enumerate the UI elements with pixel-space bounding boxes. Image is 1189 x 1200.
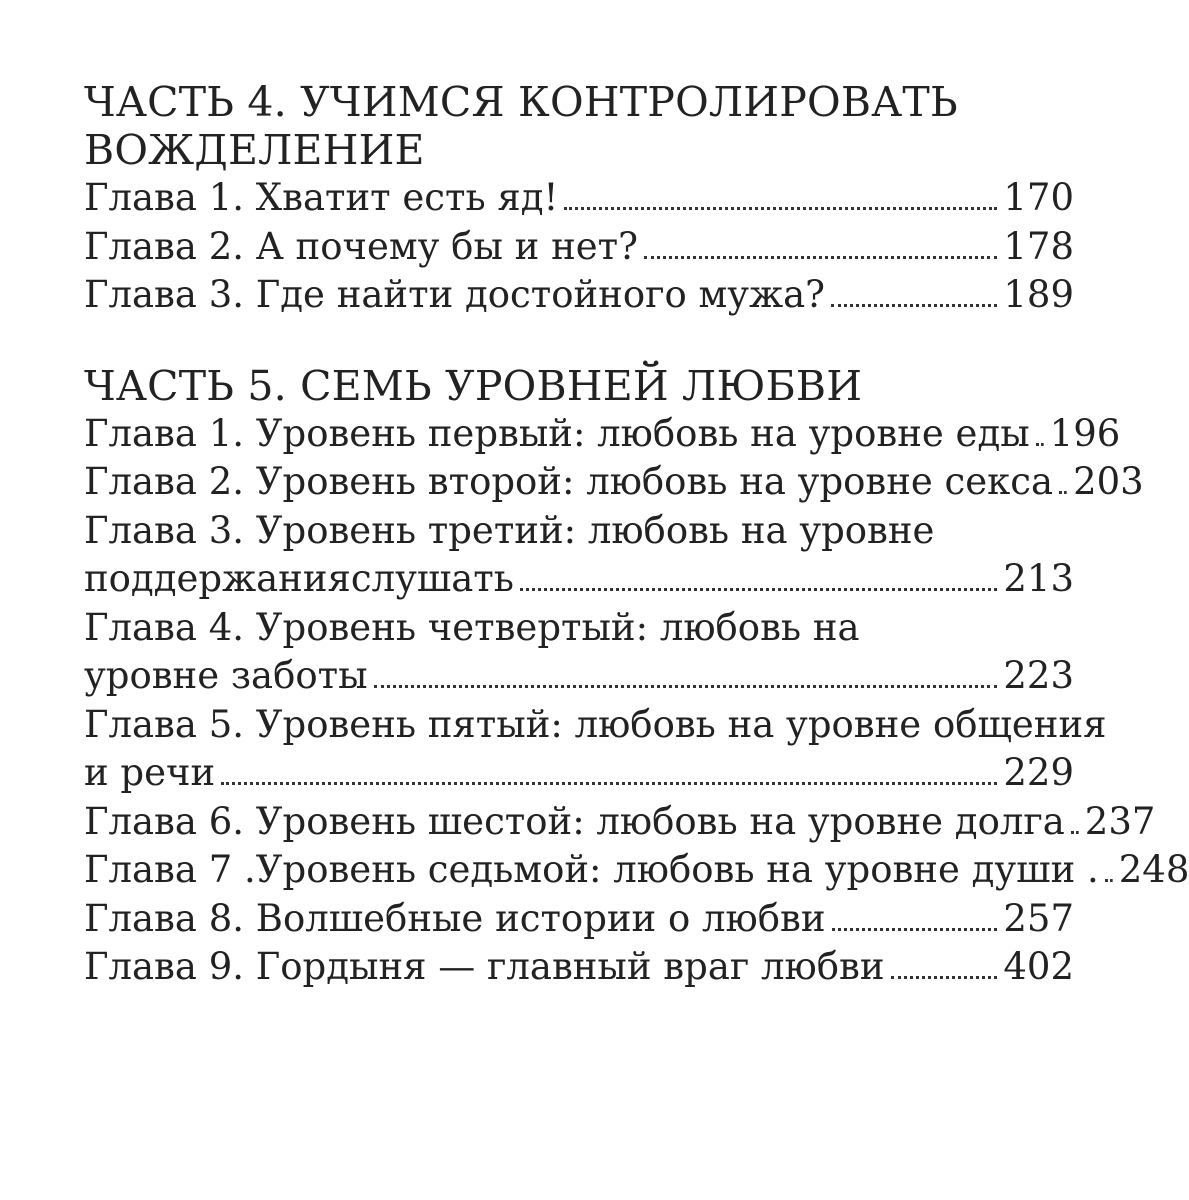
toc-entry[interactable] (84, 271, 1074, 320)
dot-leader (832, 928, 998, 931)
table-of-contents (84, 78, 1189, 992)
entry-title: Глава 6. Уровень шестой: любовь на уровне долга (84, 799, 1065, 843)
toc-entry[interactable] (84, 410, 1121, 459)
entry-page-number: 229 (1003, 751, 1074, 794)
entry-page-number: 178 (1003, 224, 1074, 268)
entry-title: Глава 2. А почему бы и нет? (84, 224, 638, 268)
dot-leader (891, 976, 998, 979)
entry-page-number: 170 (1003, 176, 1074, 219)
toc-entry[interactable] (84, 604, 1074, 701)
toc-entry[interactable] (84, 895, 1074, 944)
dot-leader (1059, 491, 1067, 494)
entry-title-line-2: уровне заботы (84, 654, 368, 697)
entry-page-number: 213 (1003, 557, 1074, 600)
toc-entry[interactable] (84, 798, 1156, 847)
part-5-title (84, 362, 1074, 410)
toc-entry[interactable] (84, 943, 1074, 992)
entry-title: Глава 8. Волшебные истории о любви (84, 896, 826, 940)
entry-title: Глава 9. Гордыня — главный враг любви (84, 945, 885, 988)
dot-leader (1036, 443, 1044, 446)
part-4-title (84, 78, 1074, 174)
part-4-section (84, 78, 1074, 320)
part-4-title-line-1: ЧАСТЬ 4. УЧИМСЯ КОНТРОЛИРОВАТЬ (84, 78, 958, 126)
dot-leader (1071, 831, 1079, 834)
entry-page-number: 248 (1118, 848, 1189, 891)
toc-entry[interactable] (84, 174, 1074, 223)
toc-entry[interactable] (84, 507, 1074, 604)
entry-title-line-2: и речи (84, 751, 216, 794)
dot-leader (831, 304, 997, 307)
entry-page-number: 237 (1084, 799, 1156, 843)
entry-title: Глава 1. Хватит есть яд! (84, 176, 559, 219)
entry-page-number: 189 (1003, 273, 1074, 316)
entry-title-line-1: Глава 3. Уровень третий: любовь на уровне (84, 508, 935, 552)
entry-title: Глава 3. Где найти достойного мужа? (84, 273, 826, 316)
entry-page-number: 257 (1003, 896, 1074, 940)
dot-leader (564, 207, 997, 210)
toc-entry[interactable] (84, 846, 1189, 895)
entry-title-line-1: Глава 5. Уровень пятый: любовь на уровне общения (84, 702, 1107, 746)
entry-title: Глава 7 .Уровень седьмой: любовь на уровне души . (84, 848, 1099, 891)
entry-page-number: 223 (1003, 654, 1074, 697)
part-5-section (84, 361, 1189, 992)
dot-leader (1105, 879, 1113, 882)
dot-leader (644, 256, 997, 259)
entry-page-number: 196 (1049, 411, 1121, 455)
entry-title: Глава 2. Уровень второй: любовь на уровне секса (84, 460, 1054, 503)
dot-leader (520, 588, 997, 591)
dot-leader (374, 685, 998, 688)
part-4-title-line-2: ВОЖДЕЛЕНИЕ (84, 126, 425, 174)
part-4-entries (84, 174, 1074, 320)
dot-leader (221, 782, 997, 785)
entry-title: Глава 1. Уровень первый: любовь на уровне еды (84, 411, 1030, 455)
entry-page-number: 203 (1073, 460, 1144, 503)
toc-entry[interactable] (84, 701, 1107, 798)
toc-entry[interactable] (84, 458, 1144, 507)
part-5-entries (84, 410, 1189, 992)
entry-title-line-2: поддержанияслушать (84, 557, 514, 600)
toc-entry[interactable] (84, 223, 1074, 272)
entry-title-line-1: Глава 4. Уровень четвертый: любовь на (84, 605, 860, 649)
part-5-title-line-1: ЧАСТЬ 5. СЕМЬ УРОВНЕЙ ЛЮБВИ (84, 361, 863, 410)
entry-page-number: 402 (1003, 945, 1074, 988)
